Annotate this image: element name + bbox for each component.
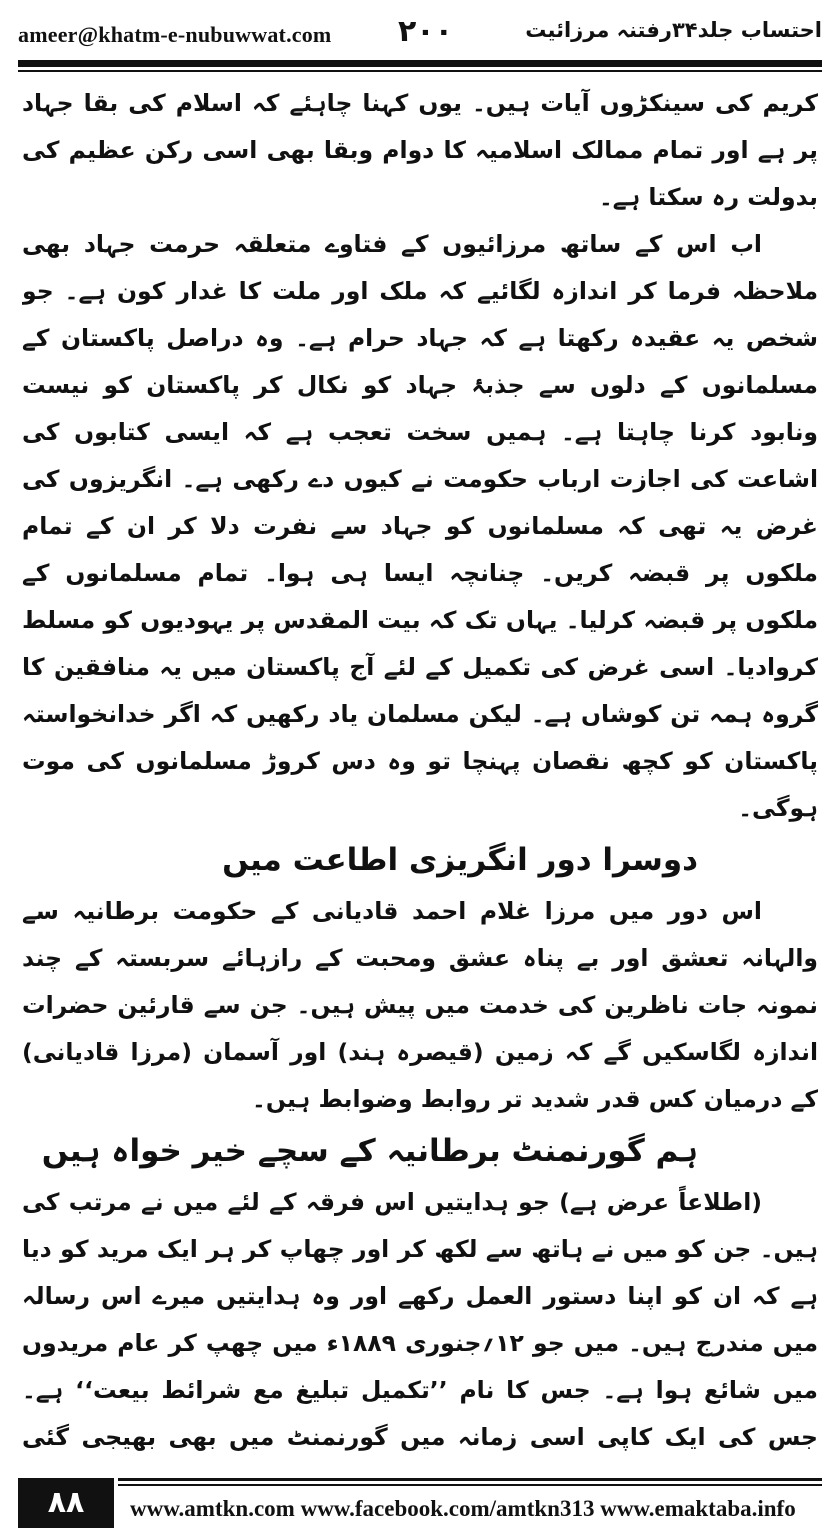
- footer-website-links[interactable]: www.amtkn.com www.facebook.com/amtkn313 www.emaktaba.info: [130, 1496, 796, 1521]
- header-rule-thick: [18, 60, 822, 67]
- footer-rule-thin: [118, 1484, 822, 1486]
- header-page-number: ۲۰۰: [398, 14, 453, 49]
- header-running-title: احتساب جلد۳۴رفتنہ مرزائیت: [525, 18, 822, 42]
- footer-sheet-number: ۸۸: [18, 1478, 114, 1528]
- page-body: [22, 80, 818, 1465]
- header-rule-thin: [18, 70, 822, 72]
- page-footer: [18, 1478, 822, 1530]
- paragraph-jihad-fatwas: اب اس کے ساتھ مرزائیوں کے فتاوے متعلقہ حرمت جہاد بھی ملاحظہ فرما کر اندازہ لگائیے کہ ملک اور ملت کا غدار کون ہے۔ جو شخص یہ عقیدہ رکھتا ہے کہ جہاد حرام ہے۔ وہ دراصل پاکستان کے مسلمانوں کے دلوں سے جذبۂ جہاد کو نکال کر پاکستان کو نیست ونابود کرنا چاہتا ہے۔ ہمیں سخت تعجب ہے کہ ایسی کتابوں کی اشاعت کی اجازت ارباب حکومت نے کیوں دے رکھی ہے۔ انگریزوں کی غرض یہ تھی کہ مسلمانوں کو جہاد سے نفرت دلا کر ان کے تمام ملکوں پر قبضہ کریں۔ چنانچہ ایسا ہی ہوا۔ تمام مسلمانوں کے ملکوں پر قبضہ کرلیا۔ یہاں تک کہ بیت المقدس پر یہودیوں کو مسلط کروادیا۔ اسی غرض کی تکمیل کے لئے آج پاکستان میں یہ منافقین کا گروہ ہمہ تن کوشاں ہے۔ لیکن مسلمان یاد رکھیں کہ اگر خدانخواستہ پاکستان کو کچھ نقصان پہنچا تو وہ دس کروڑ مسلمانوں کی موت ہوگی۔: [22, 230, 818, 822]
- section-heading-second-era: دوسرا دور انگریزی اطاعت میں: [222, 842, 698, 878]
- paragraph-continued: کریم کی سینکڑوں آیات ہیں۔ یوں کہنا چاہئے کہ اسلام کی بقا جہاد پر ہے اور تمام ممالک اسلامیہ کا دوام وبقا بھی اسی رکن عظیم کی بدولت رہ سکتا ہے۔: [22, 89, 818, 211]
- page-header: [18, 14, 822, 54]
- footer-rule-thick: [118, 1478, 822, 1481]
- paragraph-instructions: (اطلاعاً عرض ہے) جو ہدایتیں اس فرقہ کے لئے میں نے مرتب کی ہیں۔ جن کو میں نے ہاتھ سے لکھ کر اور چھاپ کر ہر ایک مرید کو دیا ہے کہ ان کو اپنا دستور العمل رکھے اور وہ ہدایتیں میرے اس رسالہ میں مندرج ہیں۔ میں جو ۱۲؍جنوری ۱۸۸۹ء میں چھپ کر عام مریدوں میں شائع ہوا ہے۔ جس کا نام ’’تکمیل تبلیغ مع شرائط بیعت‘‘ ہے۔ جس کی ایک کاپی اسی زمانہ میں گورنمنٹ میں بھی بھیجی گئی: [22, 1188, 818, 1451]
- header-email: ameer@khatm-e-nubuwwat.com: [18, 22, 332, 47]
- paragraph-second-era: اس دور میں مرزا غلام احمد قادیانی کے حکومت برطانیہ سے والہانہ تعشق اور بے پناہ عشق ومحبت کے رازہائے سربستہ کے چند نمونہ جات ناظرین کی خدمت میں پیش ہیں۔ جن سے قارئین حضرات اندازہ لگاسکیں گے کہ زمین (قیصرہ ہند) اور آسمان (مرزا قادیانی) کے درمیان کس قدر شدید تر روابط وضوابط ہیں۔: [22, 897, 818, 1113]
- section-heading-loyal-wellwishers: ہم گورنمنٹ برطانیہ کے سچے خیر خواہ ہیں: [41, 1133, 698, 1169]
